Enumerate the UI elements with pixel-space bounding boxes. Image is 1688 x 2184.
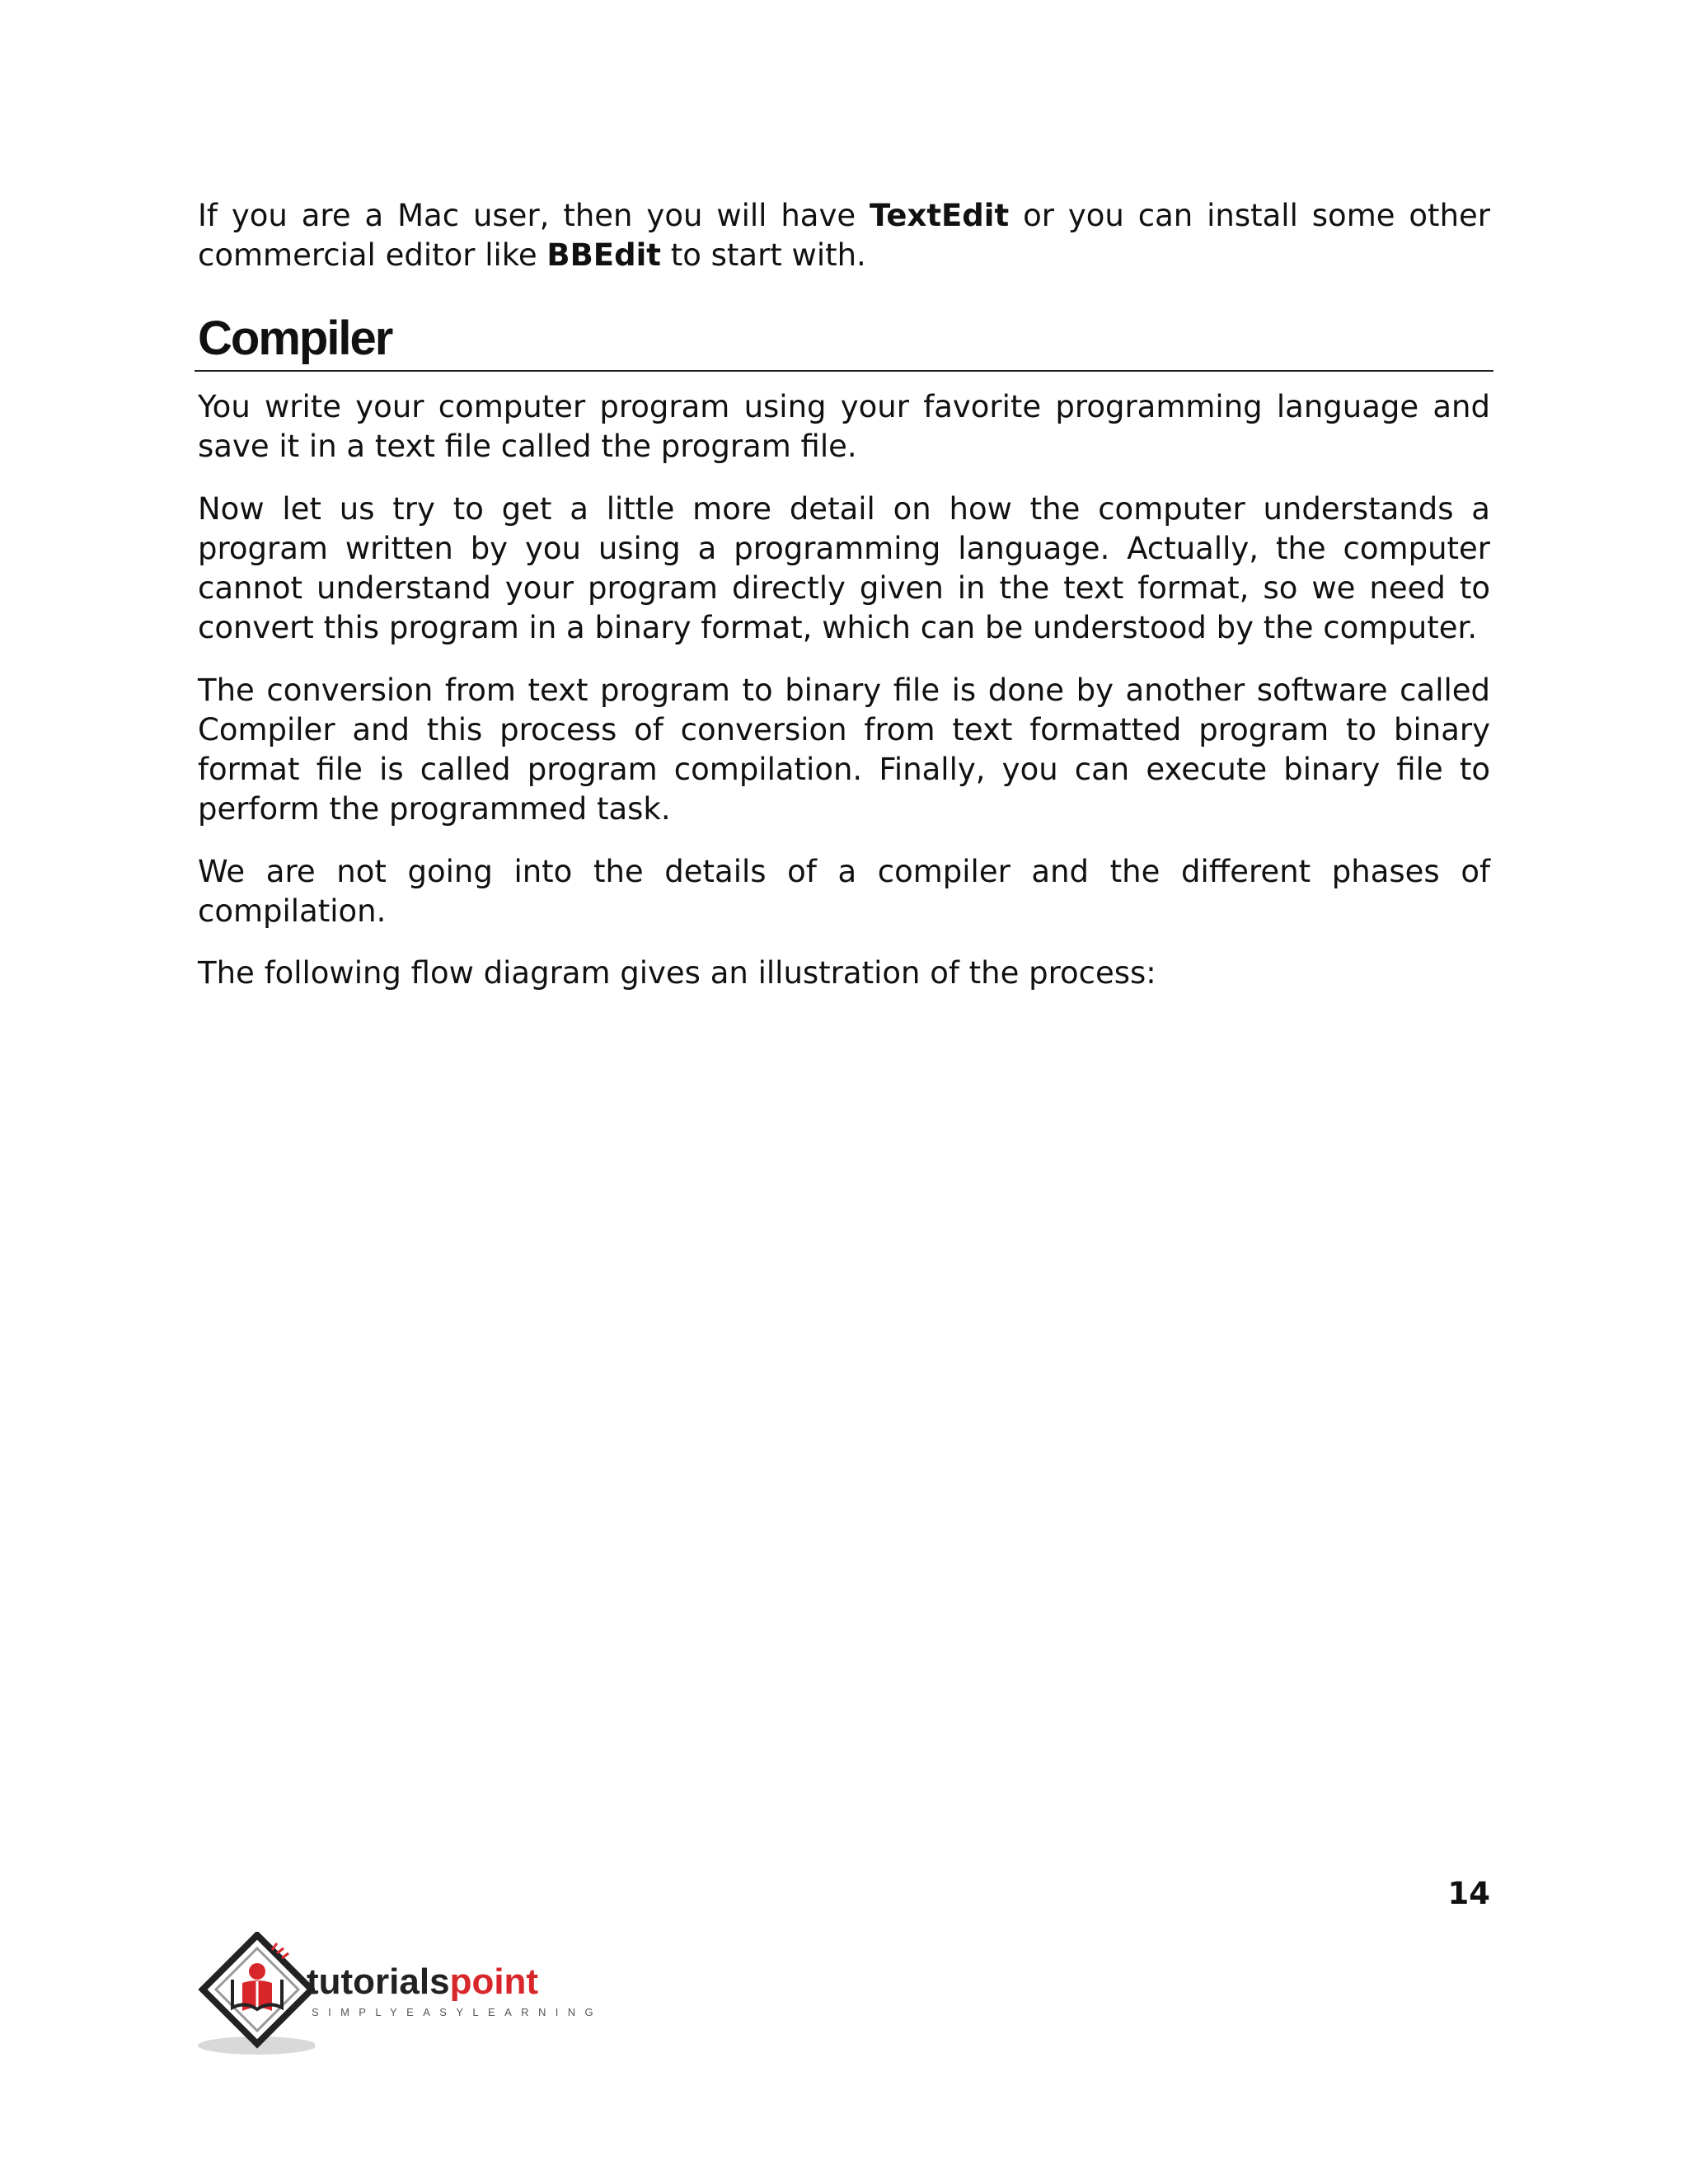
intro-text-1: If you are a Mac user, then you will have xyxy=(198,198,870,233)
paragraph-4: We are not going into the details of a compiler and the different phases of compilation. xyxy=(198,854,1490,929)
logo-word-tutorials: tutorials xyxy=(307,1961,450,2002)
page-number: 14 xyxy=(1447,1876,1490,1911)
tutorialspoint-diamond-logo-icon xyxy=(191,1932,315,2055)
textedit-term: TextEdit xyxy=(870,198,1010,233)
paragraph-3: The conversion from text program to binary file is done by another software called Compiler and this process of conversion from text formatted program to binary format file is called program compilation. Finally, you can execute binary file to perform the programmed task. xyxy=(198,673,1490,827)
intro-text-3: to start with. xyxy=(660,237,866,273)
section-heading: Compiler xyxy=(198,312,392,365)
logo-wordmark xyxy=(307,1961,538,2003)
paragraph-1: You write your computer program using your favorite programming language and save it in a text file called the program file. xyxy=(198,389,1490,464)
intro-paragraph xyxy=(198,196,1490,275)
heading-underline xyxy=(195,370,1493,372)
bbedit-term: BBEdit xyxy=(546,237,661,273)
logo-word-point: point xyxy=(449,1961,539,2002)
paragraph-2: Now let us try to get a little more detail on how the computer understands a program written by you using a programming language. Actually, the computer cannot understand your program directly given in the text format, so we need to convert this program in a binary format, which can be understood by the computer. xyxy=(198,491,1490,645)
tutorialspoint-logo xyxy=(191,1932,603,2055)
logo-tagline: SIMPLYEASYLEARNING xyxy=(312,2006,603,2018)
paragraph-5: The following flow diagram gives an illustration of the process: xyxy=(198,955,1156,991)
intro-text-2: or you can install some other commercial editor like xyxy=(198,198,1490,273)
